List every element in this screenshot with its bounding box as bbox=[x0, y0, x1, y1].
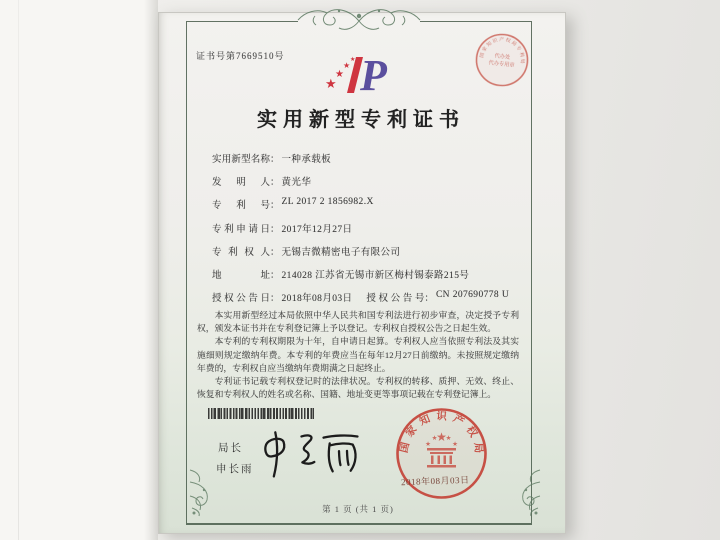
legal-paragraph: 本实用新型经过本局依照中华人民共和国专利法进行初步审查，决定授予专利权，颁发本证书并在专利登记簿上予以登记。专利权自授权公告之日起生效。 bbox=[197, 310, 519, 334]
field-value: 无锡吉微精密电子有限公司 bbox=[281, 247, 401, 258]
legal-paragraph: 本专利的专利权期限为十年，自申请日起算。专利权人应当依照专利法及其实施细则规定缴纳年费。本专利的年费应当在每年12月27日前缴纳。未按照规定缴纳年费的，专利权自应当缴纳年费期满之日起终止。 bbox=[197, 336, 519, 373]
logo-p-icon: P bbox=[360, 52, 387, 98]
agency-seal bbox=[471, 29, 533, 91]
certificate-number: 证书号第7669510号 bbox=[196, 51, 285, 61]
svg-text:★: ★ bbox=[335, 69, 344, 80]
svg-text:★: ★ bbox=[343, 61, 351, 70]
top-ornament-icon bbox=[295, 3, 423, 37]
field-value: 2018年08月03日 bbox=[281, 294, 353, 305]
field-label: 地址 bbox=[212, 270, 270, 281]
svg-text:★: ★ bbox=[350, 57, 356, 63]
barcode bbox=[208, 408, 314, 419]
commissioner-title: 局长 bbox=[218, 443, 243, 454]
svg-text:代办专用章: 代办专用章 bbox=[488, 60, 515, 69]
field-row-name bbox=[212, 151, 509, 174]
commissioner-signature bbox=[257, 424, 371, 480]
svg-text:国家知识产权局: 国家知识产权局 bbox=[398, 410, 484, 460]
svg-text:★: ★ bbox=[452, 441, 458, 448]
field-row-patentee bbox=[212, 244, 509, 267]
booklet-left-page bbox=[0, 0, 158, 540]
patent-office-logo-icon bbox=[316, 52, 400, 98]
field-list bbox=[212, 151, 509, 313]
field-label: 授权公告日 bbox=[212, 294, 270, 305]
colon: ： bbox=[270, 155, 280, 165]
field-row-address bbox=[212, 267, 509, 290]
certificate-title: 实用新型专利证书 bbox=[257, 109, 465, 131]
field-label: 专利权人 bbox=[212, 247, 270, 258]
field-label: 实用新型名称 bbox=[212, 155, 270, 165]
svg-text:★: ★ bbox=[431, 435, 438, 442]
colon: ： bbox=[424, 294, 434, 305]
page-footer: 第 1 页 (共 1 页) bbox=[322, 504, 394, 514]
field-value: 214028 江苏省无锡市新区梅村锡泰路215号 bbox=[281, 270, 470, 281]
commissioner-name: 申长雨 bbox=[216, 464, 254, 475]
field-value: 2017年12月27日 bbox=[281, 224, 353, 235]
legal-text bbox=[197, 309, 519, 401]
svg-text:★: ★ bbox=[425, 441, 431, 448]
field-label: 发明人 bbox=[212, 178, 270, 189]
field-row-filing-date bbox=[212, 221, 509, 244]
field-value: 一种承载板 bbox=[281, 155, 332, 165]
svg-text:国家知识产权局专利局: 国家知识产权局专利局 bbox=[479, 37, 525, 65]
field-label: 专利申请日 bbox=[212, 224, 270, 235]
field-label: 授权公告号 bbox=[366, 294, 425, 305]
seal-date: 2018年08月03日 bbox=[400, 474, 470, 488]
colon: ： bbox=[270, 201, 280, 212]
svg-text:★: ★ bbox=[325, 76, 337, 91]
field-label: 专利号 bbox=[212, 201, 270, 212]
field-value: CN 207690778 U bbox=[435, 290, 510, 301]
colon: ： bbox=[270, 178, 280, 189]
field-value: ZL 2017 2 1856982.X bbox=[281, 197, 374, 208]
svg-text:代办处: 代办处 bbox=[494, 53, 511, 61]
svg-text:★: ★ bbox=[436, 430, 447, 444]
colon: ： bbox=[270, 224, 280, 235]
field-row-patent-no bbox=[212, 197, 509, 220]
colon: ： bbox=[270, 247, 280, 258]
colon: ： bbox=[270, 294, 280, 305]
colon: ： bbox=[270, 270, 280, 281]
grant-no-pair bbox=[366, 290, 509, 304]
field-row-inventor bbox=[212, 174, 509, 197]
legal-paragraph: 专利证书记载专利权登记时的法律状况。专利权的转移、质押、无效、终止、恢复和专利权人的姓名或名称、国籍、地址变更等事项记载在专利登记簿上。 bbox=[197, 376, 519, 400]
svg-text:★: ★ bbox=[445, 435, 452, 442]
field-value: 黄光华 bbox=[281, 178, 312, 189]
